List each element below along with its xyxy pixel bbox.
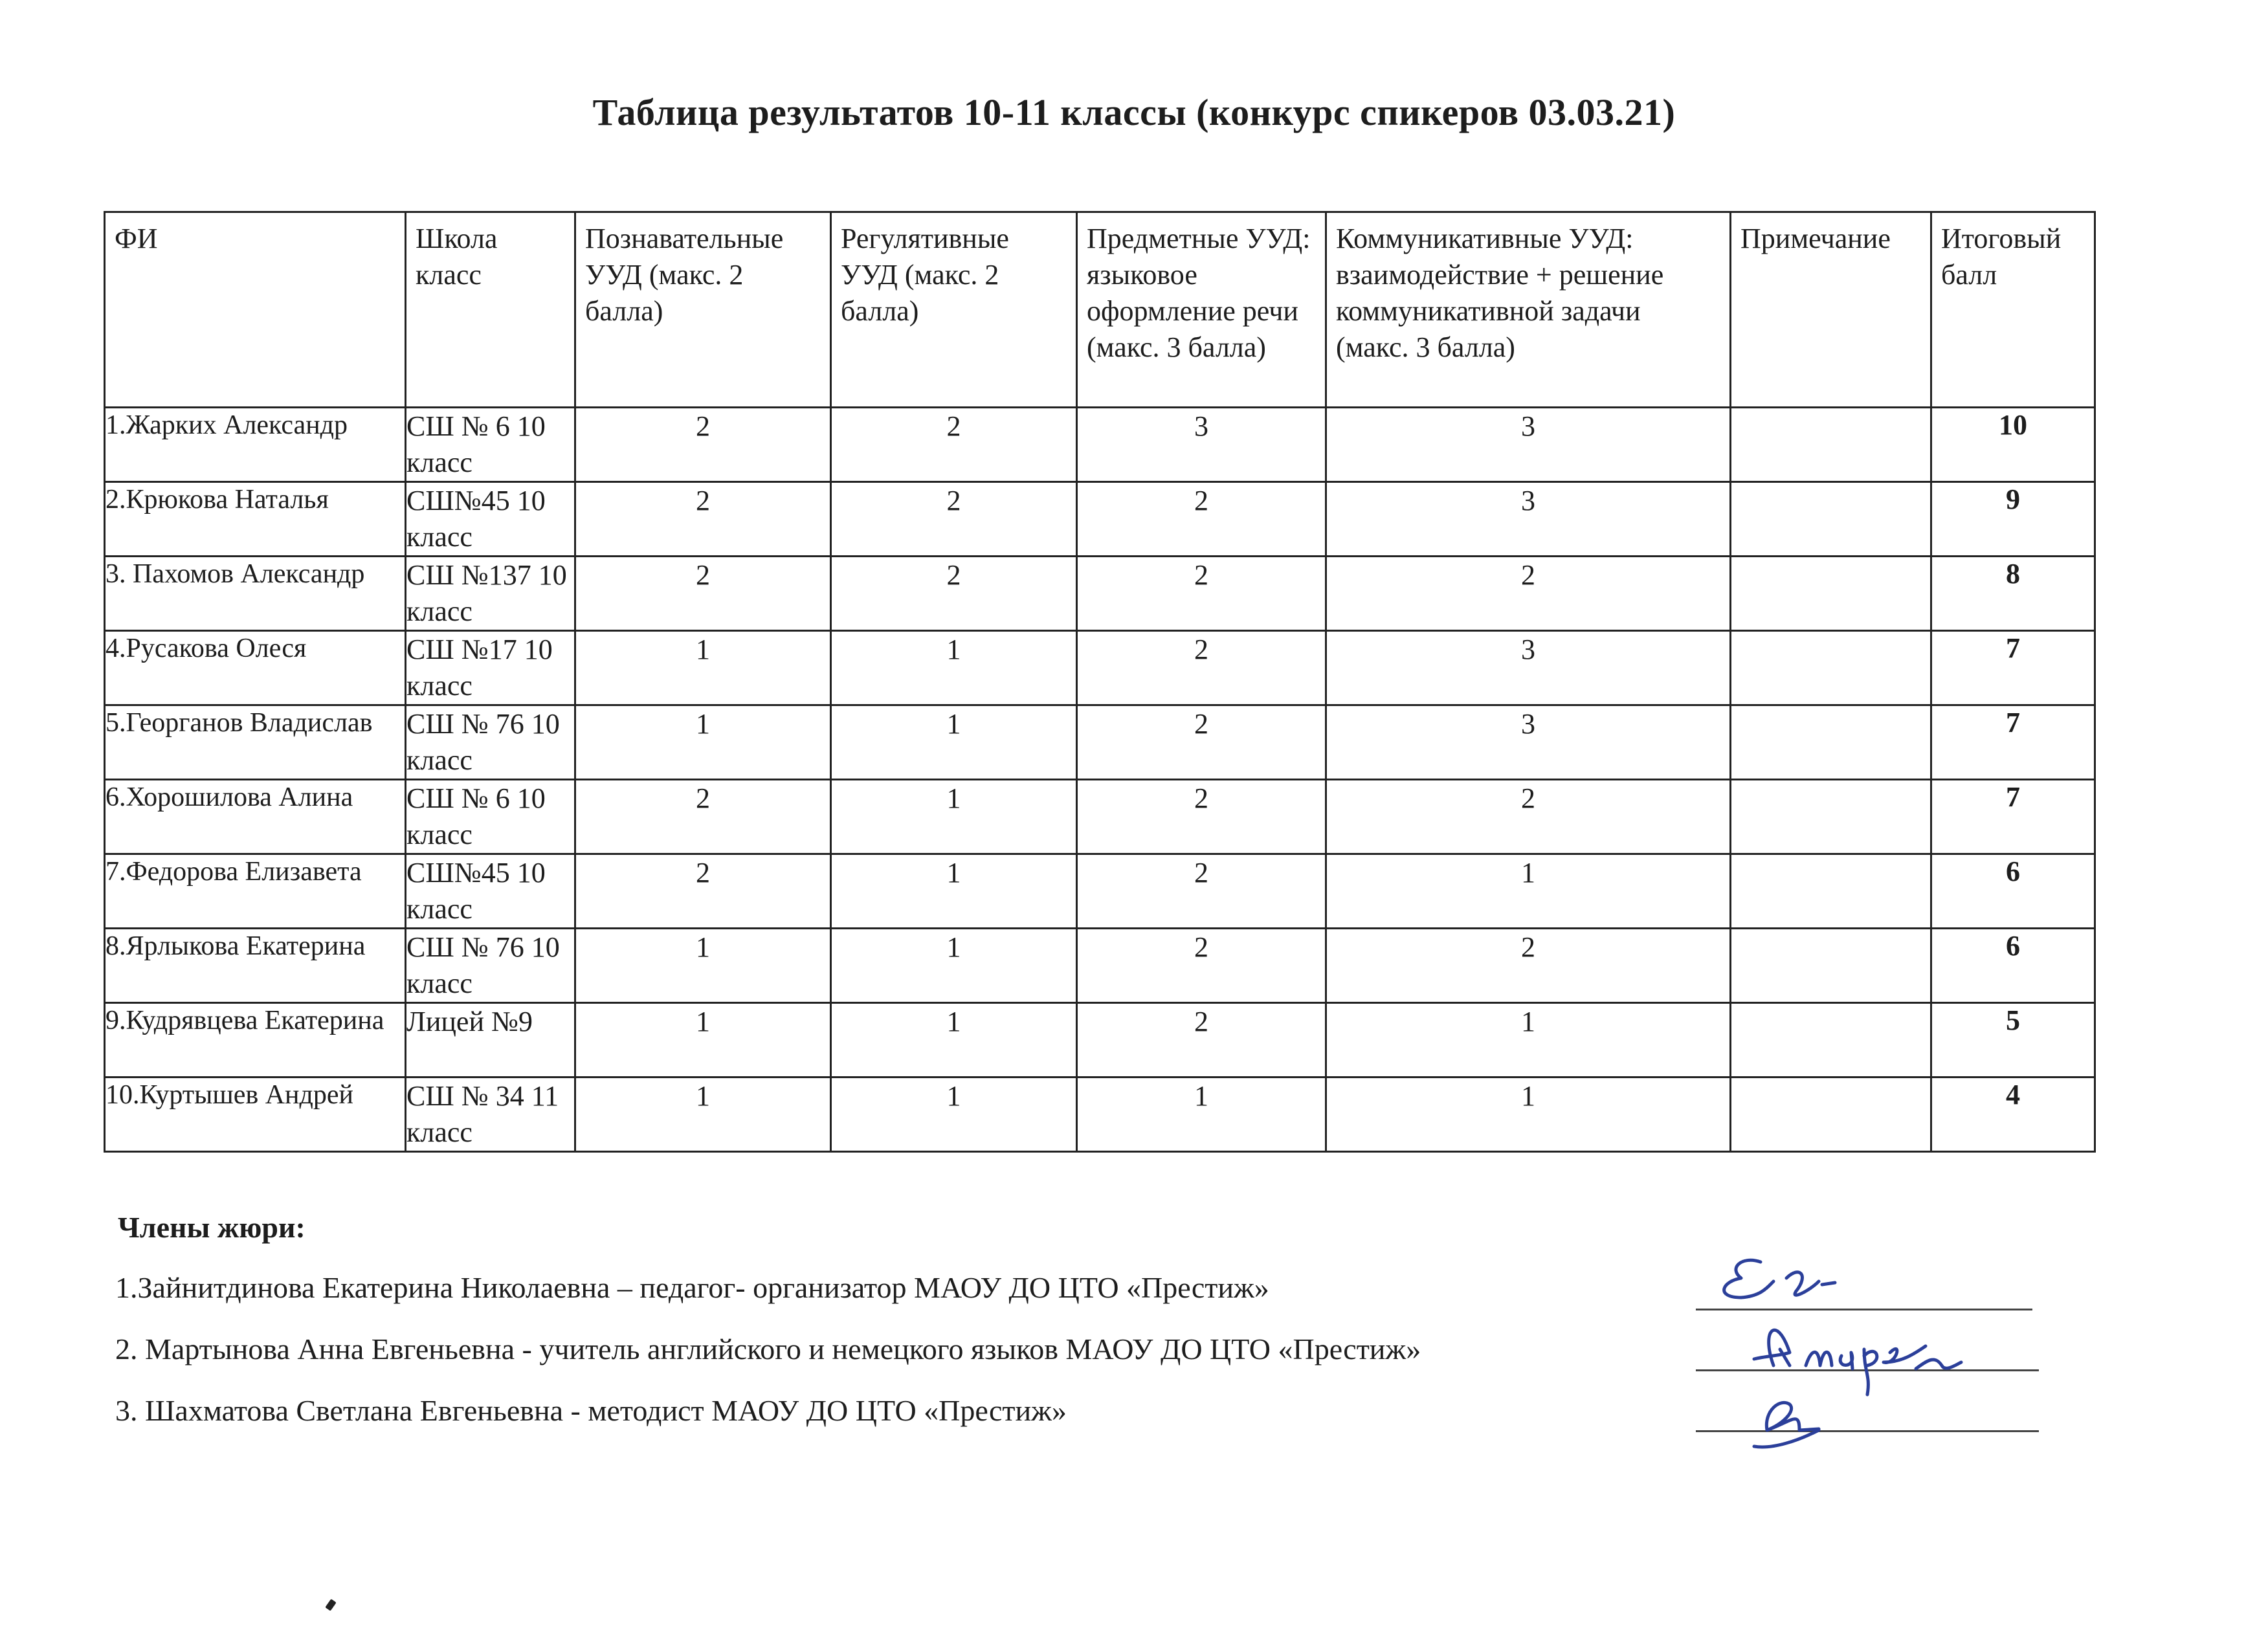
- cell-note: [1731, 780, 1931, 854]
- cell-school: СШ№45 10 класс: [406, 854, 575, 929]
- cell-name: 7.Федорова Елизавета: [105, 854, 406, 929]
- cell-cognitive-score: 1: [575, 1003, 831, 1078]
- cell-subject-score: 2: [1077, 631, 1326, 705]
- table-row: [105, 705, 2095, 780]
- table-row: [105, 780, 2095, 854]
- cell-note: [1731, 482, 1931, 557]
- cell-total-score: 5: [1931, 1003, 2095, 1078]
- header-total: Итоговый балл: [1931, 212, 2095, 408]
- cell-cognitive-score: 1: [575, 1078, 831, 1152]
- cell-subject-score: 1: [1077, 1078, 1326, 1152]
- header-subject: Предметные УУД: языковое оформление речи (макс. 3 балла): [1077, 212, 1326, 408]
- cell-school: СШ № 76 10 класс: [406, 929, 575, 1003]
- cell-note: [1731, 929, 1931, 1003]
- table-row: [105, 854, 2095, 929]
- cell-name: 3. Пахомов Александр: [105, 557, 406, 631]
- cell-regulative-score: 1: [831, 631, 1077, 705]
- cell-school: СШ № 6 10 класс: [406, 780, 575, 854]
- header-regulative: Регулятивные УУД (макс. 2 балла): [831, 212, 1077, 408]
- table-row: [105, 1003, 2095, 1078]
- cell-name: 1.Жарких Александр: [105, 408, 406, 482]
- cell-note: [1731, 854, 1931, 929]
- cell-school: СШ №137 10 класс: [406, 557, 575, 631]
- cell-subject-score: 2: [1077, 705, 1326, 780]
- table-row: [105, 929, 2095, 1003]
- cell-name: 5.Георганов Владислав: [105, 705, 406, 780]
- table-header-row: [105, 212, 2095, 408]
- cell-regulative-score: 2: [831, 557, 1077, 631]
- header-note: Примечание: [1731, 212, 1931, 408]
- table-row: [105, 631, 2095, 705]
- jury-heading: Члены жюри:: [118, 1211, 306, 1244]
- ink-mark: [325, 1599, 336, 1611]
- results-table: [104, 211, 2096, 1153]
- document-title: Таблица результатов 10-11 классы (конкурс спикеров 03.03.21): [592, 91, 1676, 133]
- cell-communicative-score: 1: [1326, 1003, 1731, 1078]
- cell-regulative-score: 1: [831, 705, 1077, 780]
- cell-subject-score: 2: [1077, 557, 1326, 631]
- cell-name: 2.Крюкова Наталья: [105, 482, 406, 557]
- cell-cognitive-score: 2: [575, 557, 831, 631]
- cell-note: [1731, 408, 1931, 482]
- cell-school: СШ № 34 11 класс: [406, 1078, 575, 1152]
- table-row: [105, 557, 2095, 631]
- cell-regulative-score: 1: [831, 929, 1077, 1003]
- cell-communicative-score: 2: [1326, 780, 1731, 854]
- cell-name: 6.Хорошилова Алина: [105, 780, 406, 854]
- cell-total-score: 6: [1931, 854, 2095, 929]
- cell-communicative-score: 3: [1326, 705, 1731, 780]
- header-communicative: Коммуникативные УУД: взаимодействие + решение коммуникативной задачи (макс. 3 балла): [1326, 212, 1731, 408]
- cell-subject-score: 2: [1077, 854, 1326, 929]
- cell-total-score: 7: [1931, 780, 2095, 854]
- cell-communicative-score: 2: [1326, 557, 1731, 631]
- cell-subject-score: 3: [1077, 408, 1326, 482]
- cell-school: СШ № 6 10 класс: [406, 408, 575, 482]
- jury-member: 2. Мартынова Анна Евгеньевна - учитель английского и немецкого языков МАОУ ДО ЦТО «Престиж»: [115, 1332, 1421, 1365]
- header-name: ФИ: [105, 212, 406, 408]
- cell-cognitive-score: 1: [575, 705, 831, 780]
- cell-cognitive-score: 2: [575, 408, 831, 482]
- cell-school: СШ №17 10 класс: [406, 631, 575, 705]
- cell-total-score: 7: [1931, 705, 2095, 780]
- cell-subject-score: 2: [1077, 929, 1326, 1003]
- cell-cognitive-score: 1: [575, 631, 831, 705]
- cell-cognitive-score: 2: [575, 482, 831, 557]
- cell-regulative-score: 2: [831, 408, 1077, 482]
- cell-cognitive-score: 1: [575, 929, 831, 1003]
- cell-communicative-score: 1: [1326, 854, 1731, 929]
- cell-name: 9.Кудрявцева Екатерина: [105, 1003, 406, 1078]
- cell-subject-score: 2: [1077, 482, 1326, 557]
- cell-name: 4.Русакова Олеся: [105, 631, 406, 705]
- jury-member: 1.Зайнитдинова Екатерина Николаевна – педагог- организатор МАОУ ДО ЦТО «Престиж»: [115, 1271, 1269, 1304]
- cell-total-score: 6: [1931, 929, 2095, 1003]
- cell-regulative-score: 1: [831, 1003, 1077, 1078]
- cell-regulative-score: 2: [831, 482, 1077, 557]
- table-body: [105, 408, 2095, 1152]
- cell-total-score: 8: [1931, 557, 2095, 631]
- cell-regulative-score: 1: [831, 780, 1077, 854]
- handwritten-signatures: [1670, 1217, 2058, 1463]
- cell-communicative-score: 3: [1326, 482, 1731, 557]
- cell-regulative-score: 1: [831, 854, 1077, 929]
- cell-total-score: 4: [1931, 1078, 2095, 1152]
- cell-communicative-score: 1: [1326, 1078, 1731, 1152]
- cell-cognitive-score: 2: [575, 780, 831, 854]
- cell-total-score: 9: [1931, 482, 2095, 557]
- cell-communicative-score: 2: [1326, 929, 1731, 1003]
- cell-total-score: 7: [1931, 631, 2095, 705]
- cell-note: [1731, 557, 1931, 631]
- header-school: Школа класс: [406, 212, 575, 408]
- cell-name: 8.Ярлыкова Екатерина: [105, 929, 406, 1003]
- jury-list: [115, 1270, 1421, 1454]
- cell-subject-score: 2: [1077, 1003, 1326, 1078]
- table-row: [105, 408, 2095, 482]
- jury-member: 3. Шахматова Светлана Евгеньевна - методист МАОУ ДО ЦТО «Престиж»: [115, 1394, 1067, 1427]
- cell-cognitive-score: 2: [575, 854, 831, 929]
- cell-total-score: 10: [1931, 408, 2095, 482]
- cell-note: [1731, 1078, 1931, 1152]
- cell-school: Лицей №9: [406, 1003, 575, 1078]
- cell-name: 10.Куртышев Андрей: [105, 1078, 406, 1152]
- table-row: [105, 482, 2095, 557]
- cell-communicative-score: 3: [1326, 631, 1731, 705]
- cell-school: СШ № 76 10 класс: [406, 705, 575, 780]
- cell-communicative-score: 3: [1326, 408, 1731, 482]
- table-row: [105, 1078, 2095, 1152]
- cell-regulative-score: 1: [831, 1078, 1077, 1152]
- cell-note: [1731, 705, 1931, 780]
- header-cognitive: Познавательные УУД (макс. 2 балла): [575, 212, 831, 408]
- cell-subject-score: 2: [1077, 780, 1326, 854]
- cell-note: [1731, 1003, 1931, 1078]
- cell-school: СШ№45 10 класс: [406, 482, 575, 557]
- cell-note: [1731, 631, 1931, 705]
